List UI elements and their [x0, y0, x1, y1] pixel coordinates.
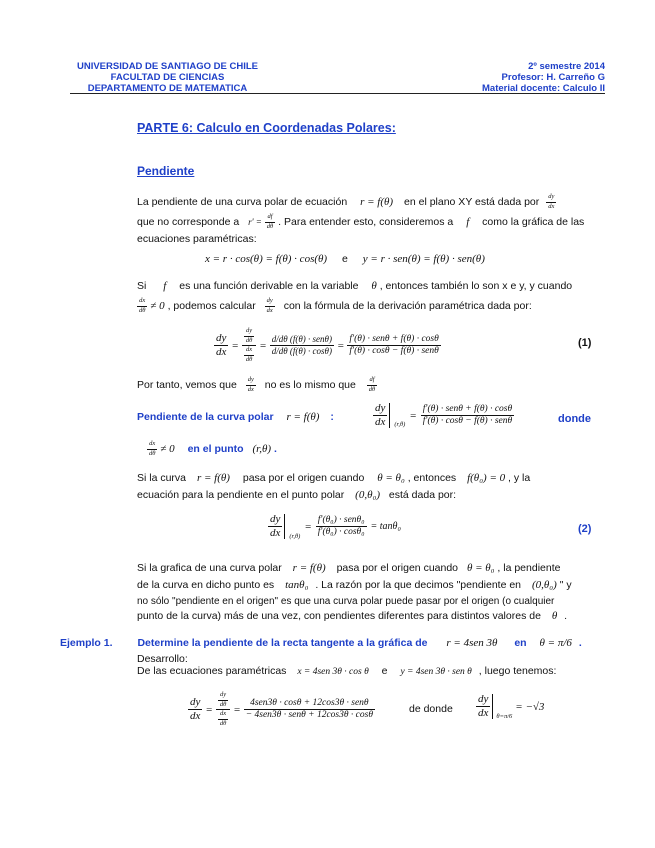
professor: Profesor: H. Carreño G — [501, 72, 605, 83]
header-right — [482, 61, 605, 94]
example-result: $\frac{dy}{dx}$ θ=π/6 = −√3 — [478, 693, 545, 720]
equation-1-tag: (1) — [578, 337, 592, 349]
paragraph-2-line-2: $\frac{dx}{d\theta}$ ≠ 0 , podemos calcular $\frac{dy}{dx}$ con la fórmula de la derivación paramétrica dada por: — [139, 297, 532, 314]
paragraph-1-line-1: La pendiente de una curva polar de ecuación r = f(θ) en el plano XY está dada por $\frac{dy}{dx}$ — [137, 193, 555, 210]
polar-equation: r = f(θ) — [360, 195, 394, 208]
page-title: PARTE 6: Calculo en Coordenadas Polares: — [137, 121, 396, 135]
paragraph-3: Por tanto, vemos que $\frac{dy}{dx}$ no es lo mismo que $\frac{df}{d\theta}$ — [137, 376, 376, 393]
paragraph-1-line-2: que no corresponde a r' = $\frac{df}{d\theta}$ . Para entender esto, consideremos a f como la gráfica de las — [137, 213, 585, 230]
x-parametric: x = r · cos(θ) = f(θ) · cos(θ) — [205, 253, 328, 265]
df-dtheta-fraction: $\frac{df}{d\theta}$ — [266, 213, 274, 230]
paragraph-1-line-3: ecuaciones paramétricas: — [137, 233, 257, 245]
donde-label: donde — [558, 413, 591, 425]
example-statement: Determine la pendiente de la recta tangente a la gráfica de — [137, 637, 428, 649]
parametric-equations: x = r · cos(θ) = f(θ) · cos(θ) e y = r · sen(θ) = f(θ) · sen(θ) — [205, 253, 485, 265]
equation-2: $\frac{dy}{dx}$ (r,θ) = $\frac{\text{f'(θ₀) · senθ₀}}{\text{f'(θ₀) · cosθ₀}}$ = tanθ₀ — [270, 513, 401, 540]
semester: 2º semestre 2014 — [528, 61, 605, 72]
dy-dx-fraction: $\frac{dy}{dx}$ — [548, 193, 555, 210]
definition-label: Pendiente de la curva polar — [137, 411, 274, 423]
paragraph-5-line-2: de la curva en dicho punto es tanθ₀ . La razón por la que decimos "pendiente en (0,θ₀) " y — [137, 579, 572, 591]
equation-2-tag: (2) — [578, 523, 592, 535]
example-parametric-line: De las ecuaciones paramétricas x = 4sen 3θ · cos θ e y = 4sen 3θ · sen θ , luego tenemos: — [137, 665, 557, 677]
y-parametric: y = r · sen(θ) = f(θ) · sen(θ) — [362, 253, 485, 265]
equation-1: $\frac{dy}{dx}$ = $\frac{\frac{dy}{d\theta}}{\frac{dx}{d\theta}}$ = $\frac{\text{d/dθ (f(θ) · senθ)}}{d/d\theta (f(\theta) \cdot \cos\theta)}$ = $\frac{\text{f'(θ) · senθ + f(θ) · cosθ}}{\text{f'(θ) · cosθ − f(θ) · senθ}}$ — [216, 327, 439, 363]
section-heading: Pendiente — [137, 164, 195, 178]
paragraph-5-line-4: punto de la curva) más de una vez, con pendientes diferentes para distintos valores de θ . — [137, 610, 568, 622]
development-label: Desarrollo: — [137, 653, 188, 665]
paragraph-4-line-1: Si la curva r = f(θ) pasa por el origen cuando θ = θ₀ , entonces f(θ₀) = 0 , y la — [137, 472, 531, 484]
paragraph-5-line-1: Si la grafica de una curva polar r = f(θ) pasa por el origen cuando θ = θ₀ , la pendiente — [137, 562, 561, 574]
example-derivative: $\frac{dy}{dx}$ = $\frac{\frac{dy}{d\theta}}{\frac{dx}{d\theta}}$ = $\frac{\text{4sen3θ · cosθ + 12cos3θ · senθ}}{\text{− 4sen3θ · senθ + 12cos3θ · cosθ}}$ — [190, 691, 373, 727]
header-left — [70, 61, 265, 94]
paragraph-2-line-1: Si f es una función derivable en la variable θ , entonces también lo son x e y, y cuando — [137, 280, 573, 292]
slope-condition: $\frac{dx}{d\theta}$ ≠ 0 en el punto (r,θ) . — [149, 440, 277, 457]
paragraph-4-line-2: ecuación para la pendiente en el punto polar (0,θ₀) está dada por: — [137, 489, 457, 501]
example-1: Ejemplo 1. Determine la pendiente de la recta tangente a la gráfica de r = 4sen 3θ en θ = π/6 . — [60, 637, 582, 649]
faculty-name: FACULTAD DE CIENCIAS — [110, 72, 225, 83]
polar-slope-formula: $\frac{dy}{dx}$ (r,θ) = $\frac{\text{f'(θ) · senθ + f(θ) · cosθ}}{\text{f'(θ) · cosθ − f(θ) · senθ}}$ — [375, 402, 513, 428]
course-material: Material docente: Calculo II — [482, 83, 605, 94]
de-donde-label: de donde — [409, 703, 453, 715]
university-name: UNIVERSIDAD DE SANTIAGO DE CHILE — [76, 61, 259, 72]
department-name: DEPARTAMENTO DE MATEMATICA — [87, 83, 248, 94]
paragraph-5-line-3: no sólo "pendiente en el origen" es que una curva polar puede pasar por el origen (o cualquier — [137, 596, 555, 607]
polar-slope-definition: Pendiente de la curva polar r = f(θ) : — [137, 411, 334, 423]
example-label: Ejemplo 1. — [60, 637, 113, 649]
